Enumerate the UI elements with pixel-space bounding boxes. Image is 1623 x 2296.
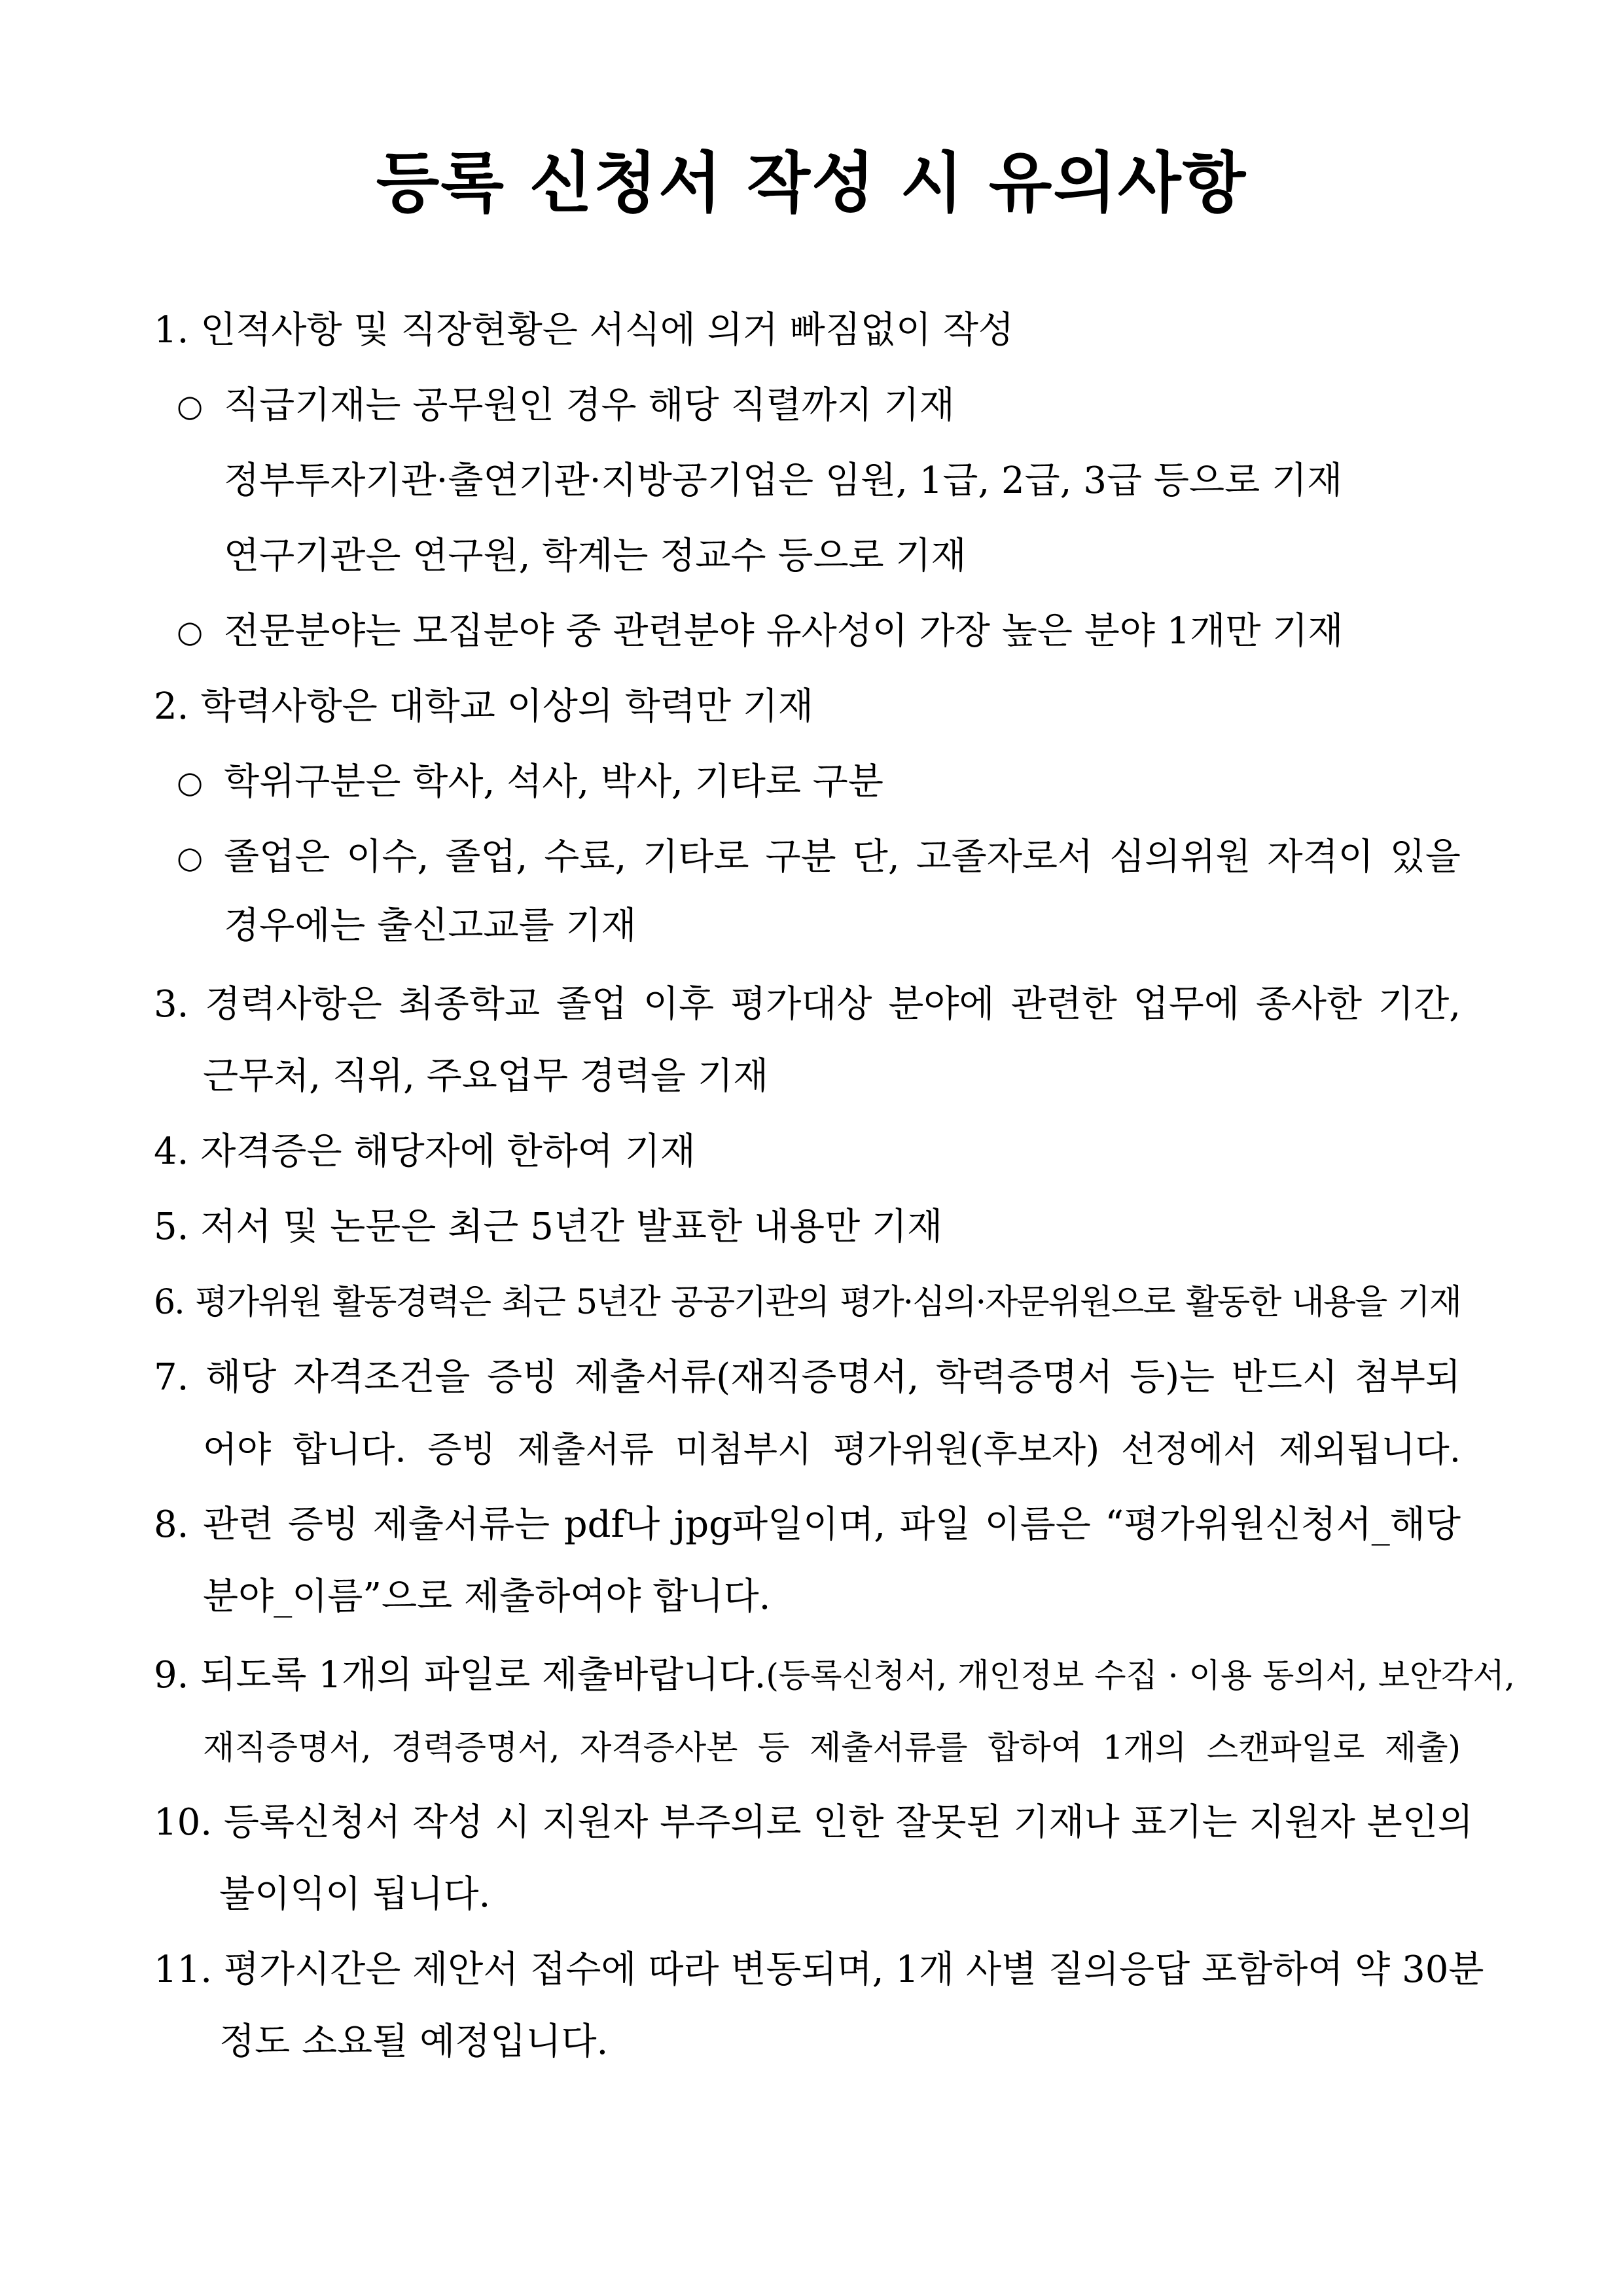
item-3-line-1: 3. 경력사항은 최종학교 졸업 이후 평가대상 분야에 관련한 업무에 종사한 기간, (154, 983, 1461, 1026)
item-7-line-1: 7. 해당 자격조건을 증빙 제출서류(재직증명서, 학력증명서 등)는 반드시 첨부되 (154, 1356, 1461, 1399)
item-1-sub-2: 전문분야는 모집분야 중 관련분야 유사성이 가장 높은 분야 1개만 기재 (224, 610, 1344, 653)
bullet-circle-icon: ○ (177, 840, 204, 875)
bullet-circle-icon: ○ (177, 764, 204, 800)
item-5: 5. 저서 및 논문은 최근 5년간 발표한 내용만 기재 (154, 1206, 943, 1248)
item-6: 6. 평가위원 활동경력은 최근 5년간 공공기관의 평가·심의·자문위원으로 활동한 내용을 기재 (154, 1283, 1461, 1322)
item-2-sub-2-line-1: 졸업은 이수, 졸업, 수료, 기타로 구분 단, 고졸자로서 심의위원 자격이 있을 (224, 836, 1461, 878)
item-10-line-2: 불이익이 됩니다. (219, 1873, 491, 1916)
item-2-sub-1: 학위구분은 학사, 석사, 박사, 기타로 구분 (224, 761, 883, 803)
item-9-lead: 9. 되도록 1개의 파일로 제출바랍니다. (154, 1654, 766, 1696)
item-3-line-2: 근무처, 직위, 주요업무 경력을 기재 (203, 1055, 769, 1098)
item-9-paren: (등록신청서, 개인정보 수집 · 이용 동의서, 보안각서, (766, 1657, 1515, 1695)
item-11-line-1: 11. 평가시간은 제안서 접수에 따라 변동되며, 1개 사별 질의응답 포함하여 약 30분 (154, 1948, 1484, 1991)
item-9-line-2: 재직증명서, 경력증명서, 자격증사본 등 제출서류를 합하여 1개의 스캔파일로 제출) (203, 1729, 1461, 1767)
bullet-circle-icon: ○ (177, 614, 204, 649)
item-4: 4. 자격증은 해당자에 한하여 기재 (154, 1130, 696, 1173)
item-10-line-1: 10. 등록신청서 작성 시 지원자 부주의로 인한 잘못된 기재나 표기는 지원자 본인의 (154, 1801, 1473, 1844)
item-8-line-2: 분야_이름”으로 제출하여야 합니다. (203, 1575, 771, 1618)
item-9-line-1 (154, 1646, 1515, 1705)
item-1-sub-1: 직급기재는 공무원인 경우 해당 직렬까지 기재 (224, 384, 955, 427)
item-1: 1. 인적사항 및 직장현황은 서식에 의거 빠짐없이 작성 (154, 309, 1014, 351)
page-title: 등록 신청서 작성 시 유의사항 (376, 145, 1247, 221)
item-2-sub-2-line-2: 경우에는 출신고교를 기재 (224, 905, 637, 947)
item-1-sub-1-cont-2: 연구기관은 연구원, 학계는 정교수 등으로 기재 (224, 535, 967, 577)
item-1-sub-1-cont-1: 정부투자기관·출연기관·지방공기업은 임원, 1급, 2급, 3급 등으로 기재 (224, 459, 1343, 502)
item-11-line-2: 정도 소요될 예정입니다. (219, 2020, 609, 2063)
bullet-circle-icon: ○ (177, 388, 204, 423)
item-8-line-1: 8. 관련 증빙 제출서류는 pdf나 jpg파일이며, 파일 이름은 “평가위원신청서_해당 (154, 1503, 1461, 1546)
item-7-line-2: 어야 합니다. 증빙 제출서류 미첨부시 평가위원(후보자) 선정에서 제외됩니다. (203, 1429, 1461, 1470)
item-2: 2. 학력사항은 대학교 이상의 학력만 기재 (154, 685, 813, 728)
